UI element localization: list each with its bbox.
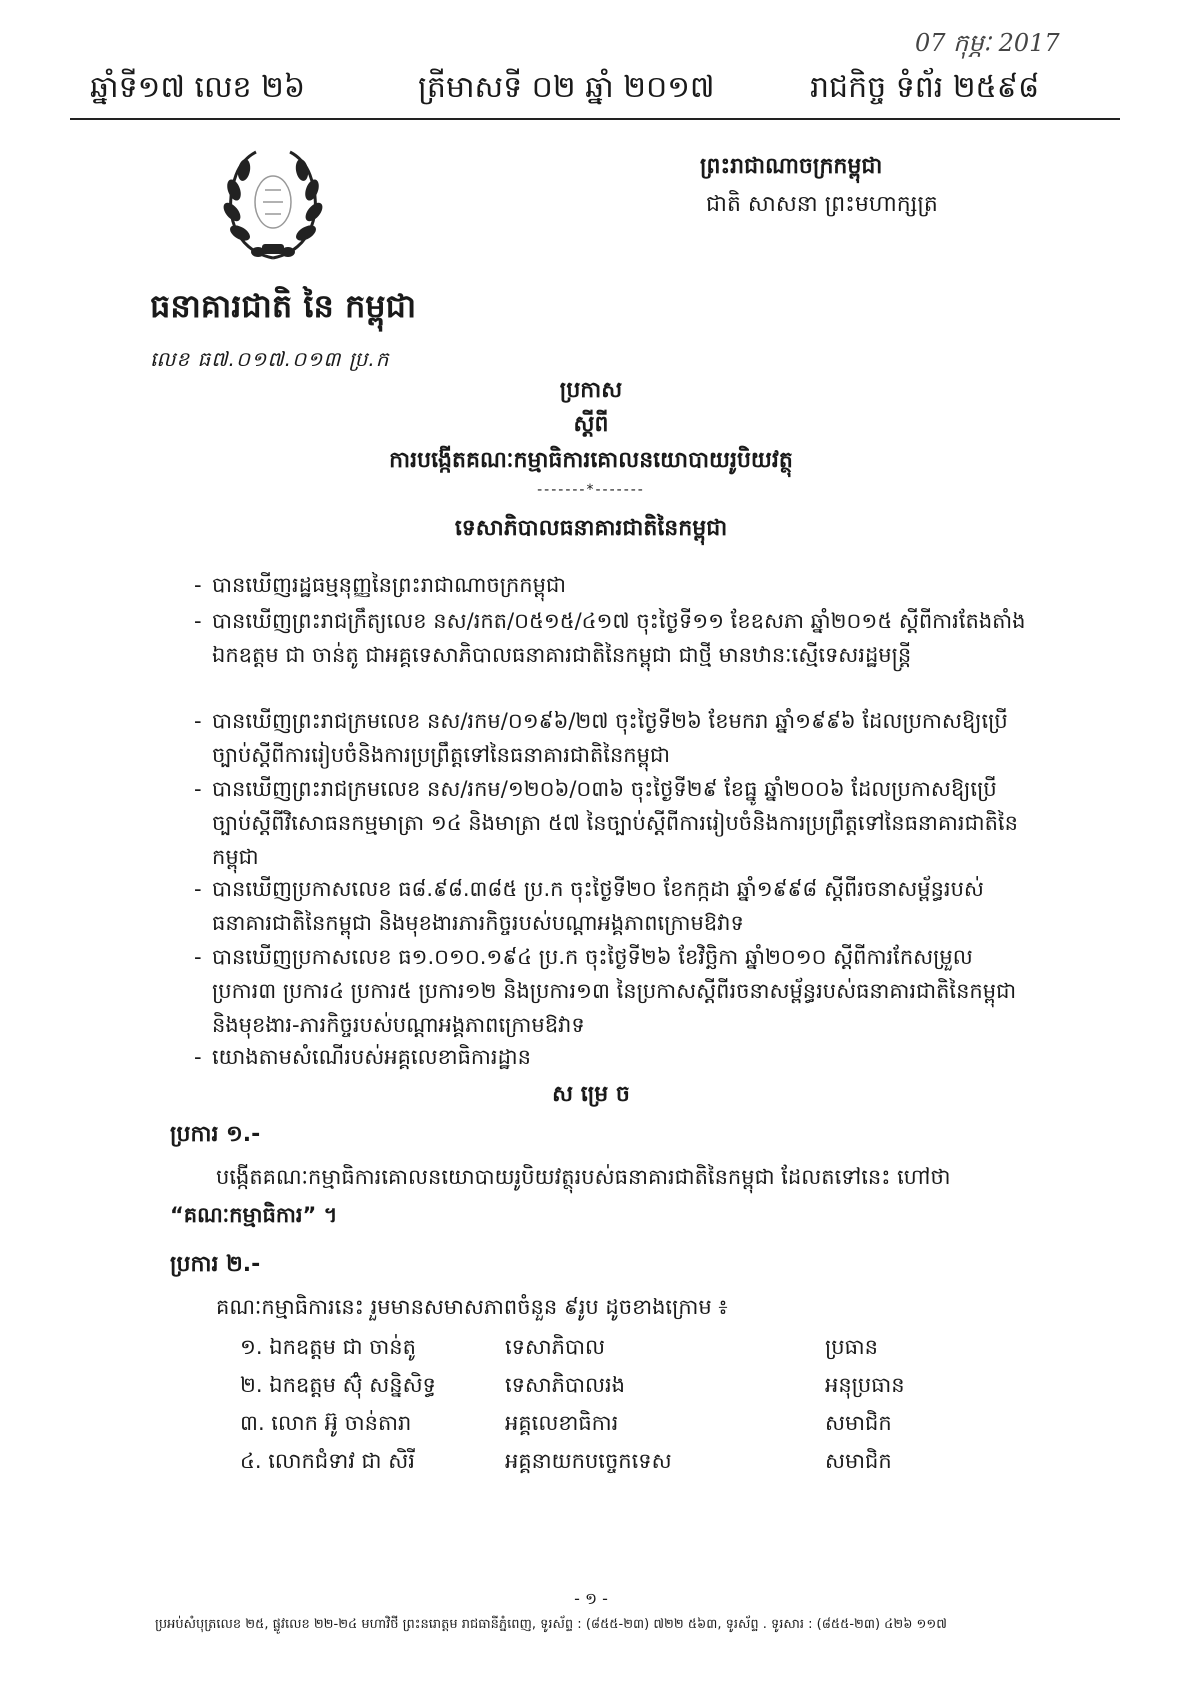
bank-emblem-icon bbox=[218, 140, 328, 270]
consideration-item: - យោងតាមសំណើរបស់អគ្គលេខាធិការដ្ឋាន bbox=[194, 1045, 531, 1069]
member-role: សមាជិក bbox=[825, 1411, 892, 1435]
member-position: អគ្គនាយកបច្ចេកទេស bbox=[505, 1449, 672, 1473]
article-1-quote: “គណៈកម្មាធិការ” ។ bbox=[170, 1203, 338, 1227]
member-role: ប្រធាន bbox=[825, 1335, 878, 1359]
member-position: ទេសាភិបាលរង bbox=[505, 1373, 625, 1397]
reference-number: លេខ ធ៧.០១៧.០១៣ ប្រ.ក bbox=[150, 347, 390, 371]
consideration-item: - បានឃើញព្រះរាជក្រមលេខ នស/រកម/០១៩៦/២៧ ចុះថ្ងៃទី២៦ ខែមករា ឆ្នាំ១៩៩៦ ដែលប្រកាសឱ្យប្រើច្បាប់ស្តីពីការរៀបចំនិងការប្រព្រឹត្តទៅនៃធនាគារជាតិនៃកម្ពុជា bbox=[194, 709, 1008, 767]
consideration-item: - បានឃើញព្រះរាជក្រមលេខ នស/រកម/១២០៦/០៣៦ ចុះថ្ងៃទី២៩ ខែធ្នូ ឆ្នាំ២០០៦ ដែលប្រកាសឱ្យប្រើច្បាប់ស្តីពីវិសោធនកម្មមាត្រា ១៤ និងមាត្រា ៥៧ នៃច្បាប់ស្តីពីការរៀបចំនិងការប្រព្រឹត្តទៅនៃធនាគារជាតិនៃកម្ពុជា bbox=[194, 777, 1018, 869]
consideration-item: - បានឃើញព្រះរាជក្រឹត្យលេខ នស/រកត/០៥១៥/៤១៧ ចុះថ្ងៃទី១១ ខែឧសភា ឆ្នាំ២០១៥ ស្តីពីការតែងតាំង ឯកឧត្តម ជា ចាន់តូ ជាអគ្គទេសាភិបាលធនាគារជាតិនៃកម្ពុជា ជាថ្មី មានឋានៈស្មើទេសរដ្ឋមន្ត្រី bbox=[194, 609, 1026, 667]
kingdom-motto: ជាតិ សាសនា ព្រះមហាក្សត្រ bbox=[706, 192, 938, 217]
title-about: ស្តីពី bbox=[573, 412, 609, 437]
member-role: អនុប្រធាន bbox=[825, 1373, 905, 1397]
consideration-item: - បានឃើញប្រកាសលេខ ធ១.០១០.១៩៤ ប្រ.ក ចុះថ្ងៃទី២៦ ខែវិច្ឆិកា ឆ្នាំ២០១០ ស្តីពីការកែសម្រួលប្រការ៣ ប្រការ៤ ប្រការ៥ ប្រការ១២ និងប្រការ១៣ នៃប្រកាសស្តីពីរចនាសម្ព័ន្ធរបស់ធនាគារជាតិនៃកម្ពុជា និងមុខងារ-ភារកិច្ចរបស់បណ្តាអង្គភាពក្រោមឱវាទ bbox=[194, 945, 1017, 1037]
member-name: ៣. លោក អ៊ូ ចាន់តារា bbox=[240, 1411, 412, 1435]
consideration-item: - បានឃើញរដ្ឋធម្មនុញ្ញនៃព្រះរាជាណាចក្រកម្ពុជា bbox=[194, 573, 566, 597]
article-2-heading: ប្រការ ២.- bbox=[170, 1252, 261, 1277]
article-2-intro: គណៈកម្មាធិការនេះ រួមមានសមាសភាពចំនួន ៩រូប ដូចខាងក្រោម ៖ bbox=[216, 1295, 728, 1319]
document-type: ប្រកាស bbox=[559, 378, 623, 403]
footer-contact: ប្រអប់សំបុត្រលេខ ២៥, ផ្លូវលេខ ២២-២៤ មហាវិថី ព្រះនរោត្តម រាជធានីភ្នំពេញ, ទូរស័ព្ទ : (៨៥៥-២៣) ៧២២ ៥៦៣, ទូរស័ព្ទ . ទូរសារ : (៨៥៥-២៣) ៤២៦ ១១៧ bbox=[155, 1617, 947, 1632]
member-name: ២. ឯកឧត្តម ស៊ុំ សន្និសិទ្ធ bbox=[240, 1373, 436, 1397]
page-number: - ១ - bbox=[574, 1589, 608, 1608]
header-gazette-page: រាជកិច្ច ទំព័រ ២៥៩៨ bbox=[810, 70, 1040, 105]
title-ornament: -------*------- bbox=[537, 482, 645, 498]
kingdom-title: ព្រះរាជាណាចក្រកម្ពុជា bbox=[700, 154, 883, 179]
header-quarter: ត្រីមាសទី ០២ ឆ្នាំ ២០១៧ bbox=[418, 70, 715, 105]
issuer-title: ទេសាភិបាលធនាគារជាតិនៃកម្ពុជា bbox=[454, 516, 728, 541]
member-position: អគ្គលេខាធិការ bbox=[505, 1411, 619, 1435]
handwritten-date: 07 កុម្ភៈ 2017 bbox=[915, 29, 1060, 57]
article-1-heading: ប្រការ ១.- bbox=[170, 1122, 261, 1147]
consideration-item: - បានឃើញប្រកាសលេខ ធ៨.៩៨.៣៨៥ ប្រ.ក ចុះថ្ងៃទី២០ ខែកក្កដា ឆ្នាំ១៩៩៨ ស្តីពីរចនាសម្ព័ន្ធរបស់ធនាគារជាតិនៃកម្ពុជា និងមុខងារភារកិច្ចរបស់បណ្តាអង្គភាពក្រោមឱវាទ bbox=[194, 877, 984, 935]
member-name: ១. ឯកឧត្តម ជា ចាន់តូ bbox=[240, 1335, 416, 1359]
member-role: សមាជិក bbox=[825, 1449, 892, 1473]
header-issue: ឆ្នាំទី១៧ លេខ ២៦ bbox=[90, 70, 306, 105]
article-1-text: បង្កើតគណៈកម្មាធិការគោលនយោបាយរូបិយវត្ថុរបស់ធនាគារជាតិនៃកម្ពុជា ដែលតទៅនេះ ហៅថា bbox=[216, 1165, 951, 1189]
header-rule bbox=[70, 118, 1120, 120]
decision-heading: ស ម្រេ ច bbox=[552, 1082, 630, 1107]
member-position: ទេសាភិបាល bbox=[505, 1335, 605, 1359]
member-name: ៤. លោកជំទាវ ជា សិរី bbox=[240, 1449, 415, 1473]
institution-name: ធនាគារជាតិ នៃ កម្ពុជា bbox=[150, 287, 417, 325]
document-subject: ការបង្កើតគណៈកម្មាធិការគោលនយោបាយរូបិយវត្ថុ bbox=[389, 448, 793, 473]
